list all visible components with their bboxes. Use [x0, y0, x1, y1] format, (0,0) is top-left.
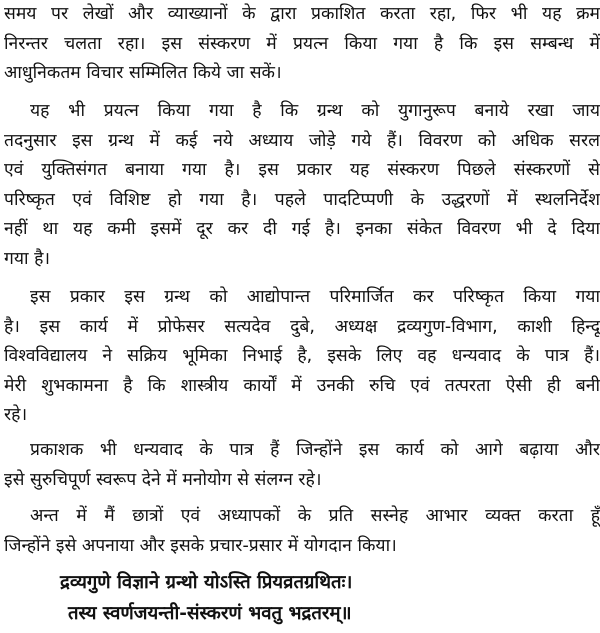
paragraph-5: [4, 502, 600, 561]
paragraph-1: [4, 0, 600, 89]
text-line: निरन्तर चलता रहा। इस संस्करण में प्रयत्न किया गया है कि इस सम्बन्ध में: [4, 33, 600, 54]
text-line: इस प्रकार इस ग्रन्थ को आद्योपान्त परिमार्जित कर परिष्कृत किया गया: [30, 287, 600, 307]
verse-line-2: तस्य स्वर्णजयन्ती-संस्करणं भवतु भद्रतरम्॥: [68, 603, 352, 624]
text-line: एवं युक्तिसंगत बनाया गया है। इस प्रकार यह संस्करण पिछले संस्करणों से: [4, 160, 600, 180]
sanskrit-verse: [60, 567, 352, 629]
text-line: रहे।: [4, 405, 28, 425]
text-line: है। इस कार्य में प्रोफेसर सत्यदेव दुबे, अध्यक्ष द्रव्यगुण-विभाग, काशी हिन्दू: [4, 316, 600, 337]
text-line: नहीं था यह कमी इसमें दूर कर दी गई है। इनका संकेत विवरण भी दे दिया: [4, 219, 600, 239]
text-line: गया है।: [4, 248, 51, 269]
paragraph-2: [4, 97, 600, 274]
paragraph-3: [4, 283, 600, 431]
paragraph-4: [4, 436, 600, 495]
text-line: परिष्कृत एवं विशिष्ट हो गया है। पहले पादटिप्पणी के उद्धरणों में स्थलनिर्देश: [4, 189, 600, 210]
text-line: विश्वविद्यालय ने सक्रिय भूमिका निभाई है, इसके लिए वह धन्यवाद के पात्र हैं।: [4, 346, 600, 366]
text-line: इसे सुरुचिपूर्ण स्वरूप देने में मनोयोग से संलग्न रहे।: [4, 469, 322, 490]
text-line: समय पर लेखों और व्याख्यानों के द्वारा प्रकाशित करता रहा, फिर भी यह क्रम: [4, 4, 600, 24]
text-line: जिन्होंने इसे अपनाया और इसके प्रचार-प्रसार में योगदान किया।: [4, 535, 397, 556]
text-line: प्रकाशक भी धन्यवाद के पात्र हैं जिन्होंने इस कार्य को आगे बढ़ाया और: [30, 440, 600, 460]
text-line: आधुनिकतम विचार सम्मिलित किये जा सकें।: [4, 63, 282, 83]
text-line: यह भी प्रयत्न किया गया है कि ग्रन्थ को युगानुरूप बनाये रखा जाय: [30, 101, 600, 121]
text-line: तदनुसार इस ग्रन्थ में कई नये अध्याय जोड़े गये हैं। विवरण को अधिक सरल: [4, 130, 600, 151]
text-line: अन्त में मैं छात्रों एवं अध्यापकों के प्रति सस्नेह आभार व्यक्त करता हूँ: [30, 506, 600, 526]
verse-line-1: द्रव्यगुणे विज्ञाने ग्रन्थो योऽस्ति प्रियव्रतग्रथितः।: [60, 572, 353, 593]
text-line: मेरी शुभकामना है कि शास्त्रीय कार्यों में उनकी रुचि एवं तत्परता ऐसी ही बनी: [4, 375, 600, 396]
